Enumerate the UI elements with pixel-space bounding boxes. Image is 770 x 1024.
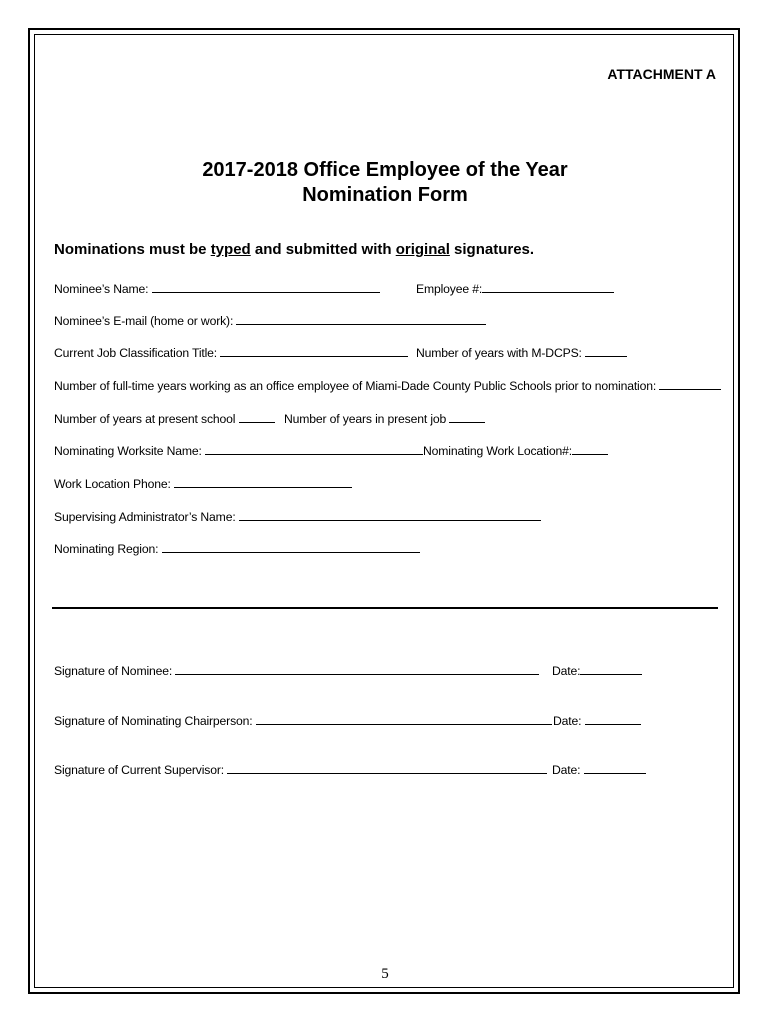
region-field[interactable] [162, 541, 420, 553]
form-title [0, 158, 770, 208]
instructions [54, 241, 534, 258]
nominee-name-label: Nominee’s Name: [54, 282, 149, 296]
row-fulltime-years [54, 378, 721, 393]
worksite-name-label: Nominating Worksite Name: [54, 444, 202, 458]
instructions-part-2: and submitted with [250, 241, 396, 258]
row-work-phone [54, 476, 352, 491]
title-line-2: Nomination Form [302, 184, 468, 206]
job-title-field[interactable] [220, 345, 408, 357]
row-region [54, 541, 420, 556]
row-signature-supervisor [54, 762, 547, 777]
years-job-label: Number of years in present job [284, 412, 447, 426]
nominee-name-field[interactable] [152, 281, 380, 293]
attachment-label: ATTACHMENT A [607, 66, 716, 82]
row-date-nominee [552, 663, 642, 678]
row-employee-number [416, 281, 614, 296]
instructions-part-1: Nominations must be [54, 241, 211, 258]
title-line-1: 2017-2018 Office Employee of the Year [202, 159, 568, 181]
employee-number-field[interactable] [482, 281, 614, 293]
years-mdcps-field[interactable] [585, 345, 627, 357]
signature-supervisor-field[interactable] [227, 762, 547, 774]
row-job-title [54, 345, 408, 360]
row-date-supervisor [552, 762, 646, 777]
row-nominee-email [54, 313, 486, 328]
years-school-label: Number of years at present school [54, 412, 236, 426]
signature-chairperson-field[interactable] [256, 713, 552, 725]
nominee-email-label: Nominee’s E-mail (home or work): [54, 314, 234, 328]
worksite-name-field[interactable] [205, 443, 423, 455]
row-nominee-name [54, 281, 380, 296]
date-supervisor-field[interactable] [584, 762, 646, 774]
fulltime-years-label: Number of full-time years working as an office employee of Miami-Dade County Public Schools prior to nomination: [54, 379, 657, 393]
fulltime-years-field[interactable] [659, 378, 721, 390]
row-years-school [54, 411, 275, 426]
admin-name-field[interactable] [239, 509, 541, 521]
years-job-field[interactable] [449, 411, 485, 423]
row-admin-name [54, 509, 541, 524]
admin-name-label: Supervising Administrator’s Name: [54, 510, 236, 524]
work-location-number-label: Nominating Work Location#: [423, 444, 572, 458]
page-number: 5 [381, 966, 389, 982]
years-school-field[interactable] [239, 411, 275, 423]
work-phone-field[interactable] [174, 476, 352, 488]
date-chairperson-field[interactable] [585, 713, 641, 725]
years-mdcps-label: Number of years with M-DCPS: [416, 346, 582, 360]
row-years-job [284, 411, 485, 426]
row-date-chairperson [553, 713, 641, 728]
date-nominee-field[interactable] [580, 663, 642, 675]
signature-nominee-label: Signature of Nominee: [54, 664, 173, 678]
row-signature-nominee [54, 663, 539, 678]
signature-nominee-field[interactable] [175, 663, 539, 675]
signature-chairperson-label: Signature of Nominating Chairperson: [54, 714, 253, 728]
instructions-original: original [395, 241, 450, 258]
instructions-typed: typed [210, 241, 251, 258]
instructions-part-3: signatures. [449, 241, 535, 258]
row-worksite-name [54, 443, 608, 458]
date-supervisor-label: Date: [552, 763, 581, 777]
row-years-mdcps [416, 345, 627, 360]
date-nominee-label: Date: [552, 664, 581, 678]
signature-supervisor-label: Signature of Current Supervisor: [54, 763, 224, 777]
section-divider [52, 607, 718, 609]
row-signature-chairperson [54, 713, 552, 728]
work-phone-label: Work Location Phone: [54, 477, 171, 491]
employee-number-label: Employee #: [416, 282, 483, 296]
work-location-number-field[interactable] [572, 443, 608, 455]
job-title-label: Current Job Classification Title: [54, 346, 218, 360]
nominee-email-field[interactable] [236, 313, 486, 325]
region-label: Nominating Region: [54, 542, 159, 556]
date-chairperson-label: Date: [553, 714, 582, 728]
